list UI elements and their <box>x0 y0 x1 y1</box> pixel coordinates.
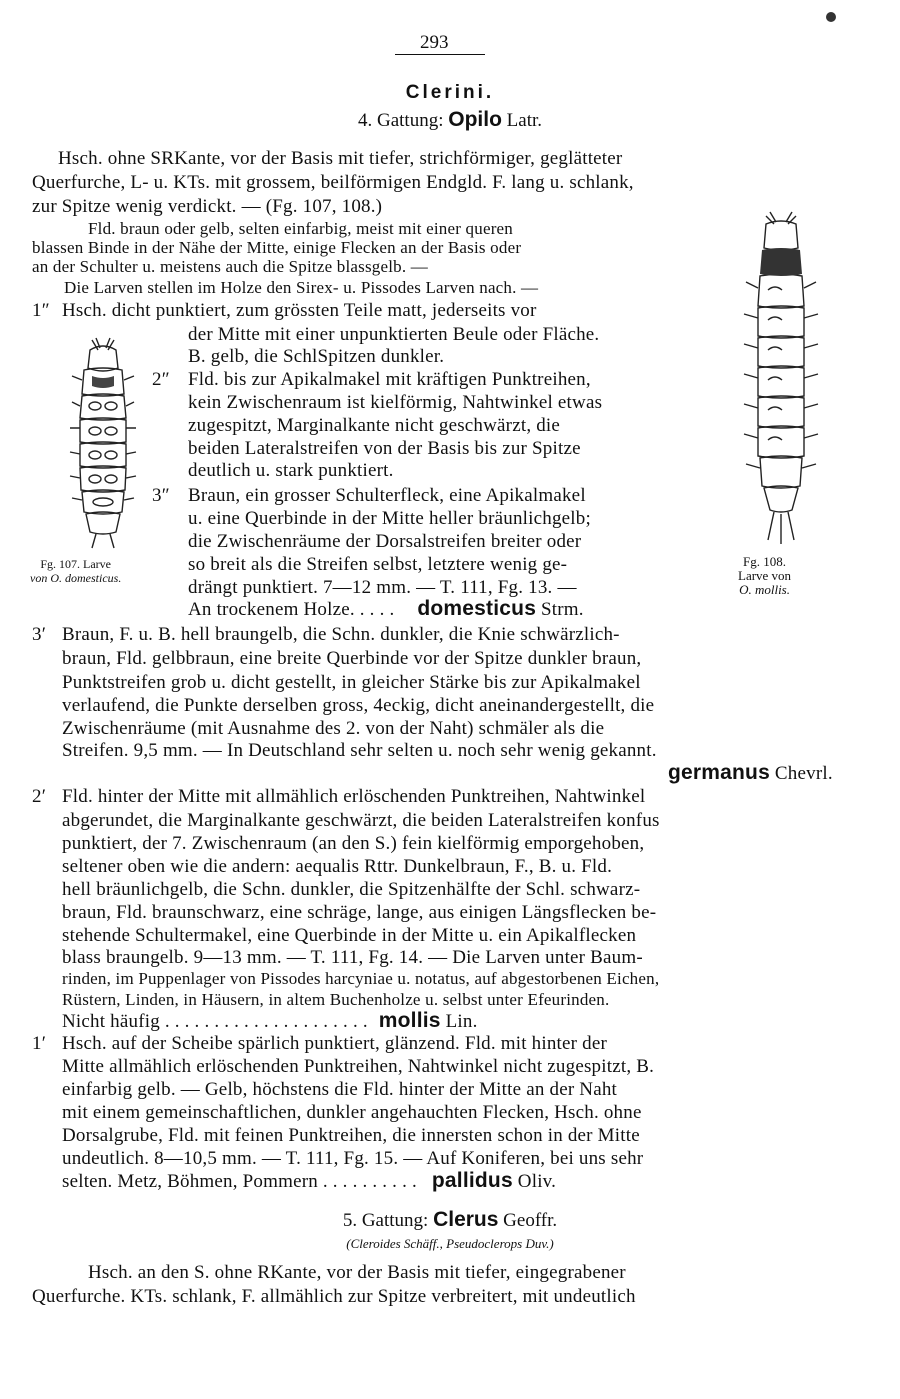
key-3pp-line-3: die Zwischenräume der Dorsalstreifen breiter oder <box>188 531 582 552</box>
desc-line-2: blassen Binde in der Nähe der Mitte, einige Flecken an der Basis oder <box>32 238 522 257</box>
desc-line-1: Fld. braun oder gelb, selten einfarbig, meist mit einer queren <box>88 219 513 238</box>
species-mollis-author: Lin. <box>445 1011 478 1032</box>
genus-5-prefix: 5. Gattung: <box>342 1210 429 1231</box>
key-2p-locality: Nicht häufig . . . . . . . . . . . . . . . . . . . . . <box>62 1011 368 1032</box>
genus-5-author: Geoffr. <box>503 1210 558 1231</box>
intro-line-1 <box>58 148 824 170</box>
key-2p-line-2: abgerundet, die Marginalkante geschwärzt, die beiden Lateralstreifen konfus <box>62 810 660 831</box>
genus-5-heading <box>0 1208 900 1232</box>
key-2pp-line-1: Fld. bis zur Apikalmakel mit kräftigen Punktreihen, <box>188 369 591 390</box>
intro-line-2: Querfurche, L- u. KTs. mit grossem, beilförmigen Endgld. F. lang u. schlank, <box>32 172 634 193</box>
genus-4-name: Opilo <box>448 108 502 131</box>
key-2p-line-11 <box>62 1010 478 1033</box>
outro-line-2: Querfurche. KTs. schlank, F. allmählich zur Spitze verbreitert, mit undeutlich <box>32 1286 636 1307</box>
species-germanus: germanus <box>668 761 770 784</box>
key-3pp-locality: An trockenem Holze. . . . . <box>188 599 395 620</box>
key-1p-line-1: Hsch. auf der Scheibe spärlich punktiert, glänzend. Fld. mit hinter der <box>62 1033 607 1054</box>
key-3pp-line-6 <box>188 598 584 621</box>
species-pallidus-author: Oliv. <box>517 1171 557 1192</box>
genus-4-prefix: 4. Gattung: <box>357 110 444 131</box>
fig-108-caption <box>738 555 791 597</box>
intro-line-3: zur Spitze wenig verdickt. — (Fg. 107, 108.) <box>32 196 383 217</box>
header-rule <box>395 54 485 55</box>
key-2p-line-4: seltener oben wie die andern: aequalis Rttr. Dunkelbraun, F., B. u. Fld. <box>62 856 613 877</box>
key-1p-line-4: mit einem gemeinschaftlichen, dunkler angehauchten Flecken, Hsch. ohne <box>62 1102 642 1123</box>
key-2p-line-7: stehende Schultermakel, eine Querbinde in der Mitte u. ein Apikalflecken <box>62 925 637 946</box>
key-3pp-line-2: u. eine Querbinde in der Mitte heller bräunlichgelb; <box>188 508 591 529</box>
key-1p-line-3: einfarbig gelb. — Gelb, höchstens die Fld. hinter der Mitte an der Naht <box>62 1079 618 1100</box>
tribe-heading: Clerini. <box>405 82 495 103</box>
key-2p-line-1: Fld. hinter der Mitte mit allmählich erlöschenden Punktreihen, Nahtwinkel <box>62 786 646 807</box>
key-2pp-line-5: deutlich u. stark punktiert. <box>188 460 394 481</box>
key-3p-line-2: braun, Fld. gelbbraun, eine breite Querbinde vor der Spitze dunkler braun, <box>62 648 642 669</box>
key-2p-line-9: rinden, im Puppenlager von Pissodes harcyniae u. notatus, auf abgestorbenen Eichen, <box>62 969 660 988</box>
key-1p-line-7 <box>62 1170 556 1193</box>
key-2p-mark: 2′ <box>32 786 47 807</box>
outro-line-1: Hsch. an den S. ohne RKante, vor der Basis mit tiefer, eingegrabener <box>88 1262 626 1283</box>
key-2p-line-5: hell bräunlichgelb, die Schn. dunkler, die Spitzenhälfte der Schl. schwarz- <box>62 879 641 900</box>
page-number: 293 <box>420 32 449 53</box>
key-1p-locality: selten. Metz, Böhmen, Pommern . . . . . . . . . . <box>62 1171 417 1192</box>
fig-107-caption <box>30 557 121 585</box>
ink-speck <box>826 12 836 22</box>
species-domesticus-author: Strm. <box>541 599 584 620</box>
key-1pp-line-3: B. gelb, die SchlSpitzen dunkler. <box>188 346 445 367</box>
genus-4-author: Latr. <box>506 110 543 131</box>
key-1p-line-5: Dorsalgrube, Fld. mit feinen Punktreihen, die innersten schon in der Mitte <box>62 1125 640 1146</box>
fig-108-label-3: O. mollis. <box>739 582 790 597</box>
key-1p-line-6: undeutlich. 8—10,5 mm. — T. 111, Fg. 15. — Auf Koniferen, bei uns sehr <box>62 1148 644 1169</box>
key-3p-line-4: verlaufend, die Punkte derselben gross, 4eckig, dicht aneinandergestellt, die <box>62 695 655 716</box>
key-3pp-line-4: so breit als die Streifen selbst, letztere wenig ge- <box>188 554 568 575</box>
key-1pp-mark: 1″ <box>32 300 50 321</box>
genus-5-synonyms: (Cleroides Schäff., Pseudoclerops Duv.) <box>346 1236 554 1251</box>
desc-line-3: an der Schulter u. meistens auch die Spitze blassgelb. — <box>32 257 428 276</box>
key-3pp-line-5: drängt punktiert. 7—12 mm. — T. 111, Fg. 13. — <box>188 577 577 598</box>
key-3p-mark: 3′ <box>32 624 47 645</box>
species-pallidus: pallidus <box>431 1169 513 1192</box>
larva-figure-107 <box>62 336 144 554</box>
genus-5-name: Clerus <box>433 1208 499 1231</box>
key-2p-line-6: braun, Fld. braunschwarz, eine schräge, lange, aus einigen Längsflecken be- <box>62 902 657 923</box>
key-3pp-mark: 3″ <box>152 485 170 506</box>
species-domesticus: domesticus <box>417 597 537 620</box>
key-3p-line-3: Punktstreifen grob u. dicht gestellt, in gleicher Stärke bis zur Apikalmakel <box>62 672 641 693</box>
key-2p-line-10: Rüstern, Linden, in Häusern, in altem Buchenholze u. selbst unter Efeurinden. <box>62 990 610 1009</box>
species-mollis: mollis <box>378 1009 441 1032</box>
key-3p-line-1: Braun, F. u. B. hell braungelb, die Schn. dunkler, die Knie schwärzlich- <box>62 624 620 645</box>
key-2pp-line-3: zugespitzt, Marginalkante nicht geschwärzt, die <box>188 415 561 436</box>
key-1p-line-2: Mitte allmählich erlöschenden Punktreihen, Nahtwinkel nicht zugespitzt, B. <box>62 1056 655 1077</box>
key-1pp-line-2: der Mitte mit einer unpunktierten Beule oder Fläche. <box>188 324 600 345</box>
species-germanus-author: Chevrl. <box>774 763 833 784</box>
fig-108-label-2: Larve von <box>738 568 792 583</box>
species-germanus-line <box>668 762 833 785</box>
key-3p-line-5: Zwischenräume (mit Ausnahme des 2. von der Naht) schmäler als die <box>62 718 605 739</box>
key-2pp-mark: 2″ <box>152 369 170 390</box>
desc-line-4: Die Larven stellen im Holze den Sirex- u. Pissodes Larven nach. — <box>64 278 539 297</box>
key-1p-mark: 1′ <box>32 1033 47 1054</box>
key-3pp-line-1: Braun, ein grosser Schulterfleck, eine Apikalmakel <box>188 485 586 506</box>
fig-108-label: Fg. 108. <box>743 554 787 569</box>
key-2p-line-8: blass braungelb. 9—13 mm. — T. 111, Fg. 14. — Die Larven unter Baum- <box>62 947 643 968</box>
intro-text-1: Hsch. ohne SRKante, vor der Basis mit tiefer, strichförmiger, geglätteter <box>58 148 623 169</box>
genus-4-heading <box>0 108 900 132</box>
key-3p-line-6: Streifen. 9,5 mm. — In Deutschland sehr selten u. noch sehr wenig gekannt. <box>62 740 657 761</box>
fig-107-label-2: von O. domesticus. <box>30 571 122 585</box>
key-2p-line-3: punktiert, der 7. Zwischenraum (an den S.) fein kielförmig emporgehoben, <box>62 833 645 854</box>
key-2pp-line-2: kein Zwischenraum ist kielförmig, Nahtwinkel etwas <box>188 392 603 413</box>
key-2pp-line-4: beiden Lateralstreifen von der Basis bis zur Spitze <box>188 438 581 459</box>
fig-107-label: Fg. 107. Larve <box>40 557 111 571</box>
larva-figure-108 <box>740 210 822 550</box>
key-1pp-line-1: Hsch. dicht punktiert, zum grössten Teile matt, jederseits vor <box>62 300 537 321</box>
